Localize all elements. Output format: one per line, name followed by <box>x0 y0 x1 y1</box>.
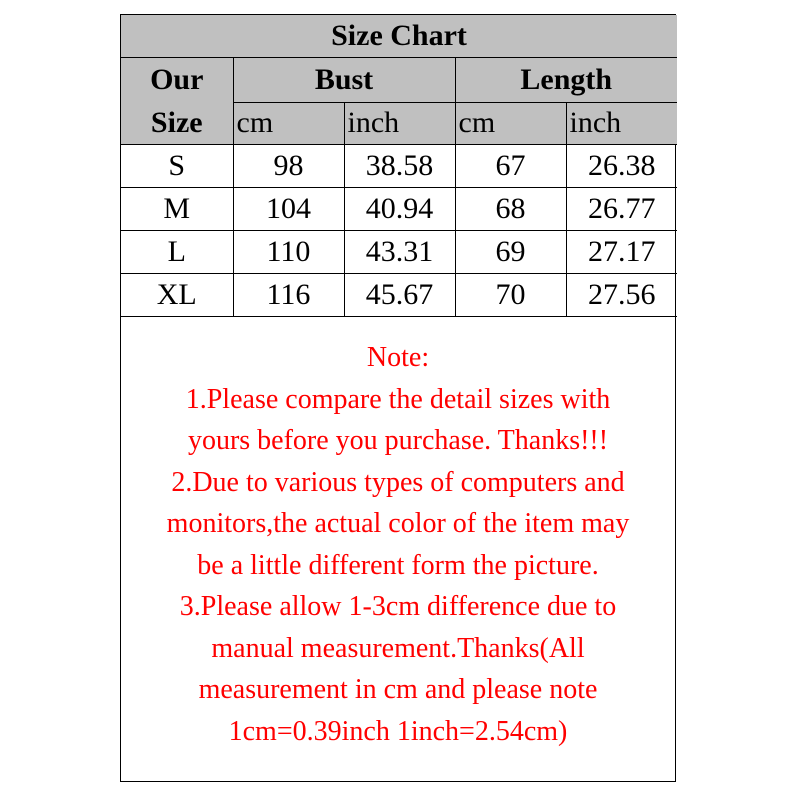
note-line: 1.Please compare the detail sizes with <box>185 383 611 415</box>
bust-cm-header: cm <box>233 102 344 145</box>
our-size-label-line2: Size <box>150 106 203 139</box>
length-inch-cell: 26.77 <box>566 188 677 231</box>
bust-cm-cell: 110 <box>233 231 344 274</box>
note-line: 3.Please allow 1-3cm difference due to <box>179 591 617 622</box>
size-cell: L <box>121 231 233 274</box>
length-header: Length <box>455 58 677 103</box>
note-block <box>121 337 675 752</box>
size-chart-frame <box>120 14 676 782</box>
table-row <box>121 231 677 274</box>
note-line: yours before you purchase. Thanks!!! <box>187 425 609 456</box>
bust-inch-cell: 45.67 <box>344 274 455 317</box>
bust-cm-cell: 116 <box>233 274 344 317</box>
note-line: 2.Due to various types of computers and <box>171 466 625 498</box>
size-cell: M <box>121 188 233 231</box>
our-size-header <box>121 58 233 145</box>
note-heading: Note: <box>366 342 430 373</box>
size-chart-table <box>121 15 677 317</box>
size-chart-title: Size Chart <box>121 15 677 58</box>
note-line: manual measurement.Thanks(All <box>211 632 585 664</box>
group-header-row <box>121 58 677 103</box>
bust-inch-cell: 38.58 <box>344 145 455 188</box>
table-row <box>121 274 677 317</box>
note-line: monitors,the actual color of the item may <box>166 508 630 539</box>
length-inch-cell: 27.17 <box>566 231 677 274</box>
note-line: 1cm=0.39inch 1inch=2.54cm) <box>228 715 568 747</box>
title-row <box>121 15 677 58</box>
size-cell: S <box>121 145 233 188</box>
bust-inch-cell: 43.31 <box>344 231 455 274</box>
bust-inch-cell: 40.94 <box>344 188 455 231</box>
length-cm-cell: 70 <box>455 274 566 317</box>
length-inch-cell: 26.38 <box>566 145 677 188</box>
length-cm-header: cm <box>455 102 566 145</box>
bust-cm-cell: 104 <box>233 188 344 231</box>
table-row <box>121 188 677 231</box>
our-size-label-line1: Our <box>150 63 204 96</box>
size-cell: XL <box>121 274 233 317</box>
length-cm-cell: 69 <box>455 231 566 274</box>
bust-cm-cell: 98 <box>233 145 344 188</box>
bust-inch-header: inch <box>344 102 455 145</box>
table-row <box>121 145 677 188</box>
length-inch-header: inch <box>566 102 677 145</box>
length-cm-cell: 67 <box>455 145 566 188</box>
note-line: measurement in cm and please note <box>198 674 598 705</box>
note-line: be a little different form the picture. <box>197 549 599 581</box>
length-cm-cell: 68 <box>455 188 566 231</box>
length-inch-cell: 27.56 <box>566 274 677 317</box>
bust-header: Bust <box>233 58 455 103</box>
